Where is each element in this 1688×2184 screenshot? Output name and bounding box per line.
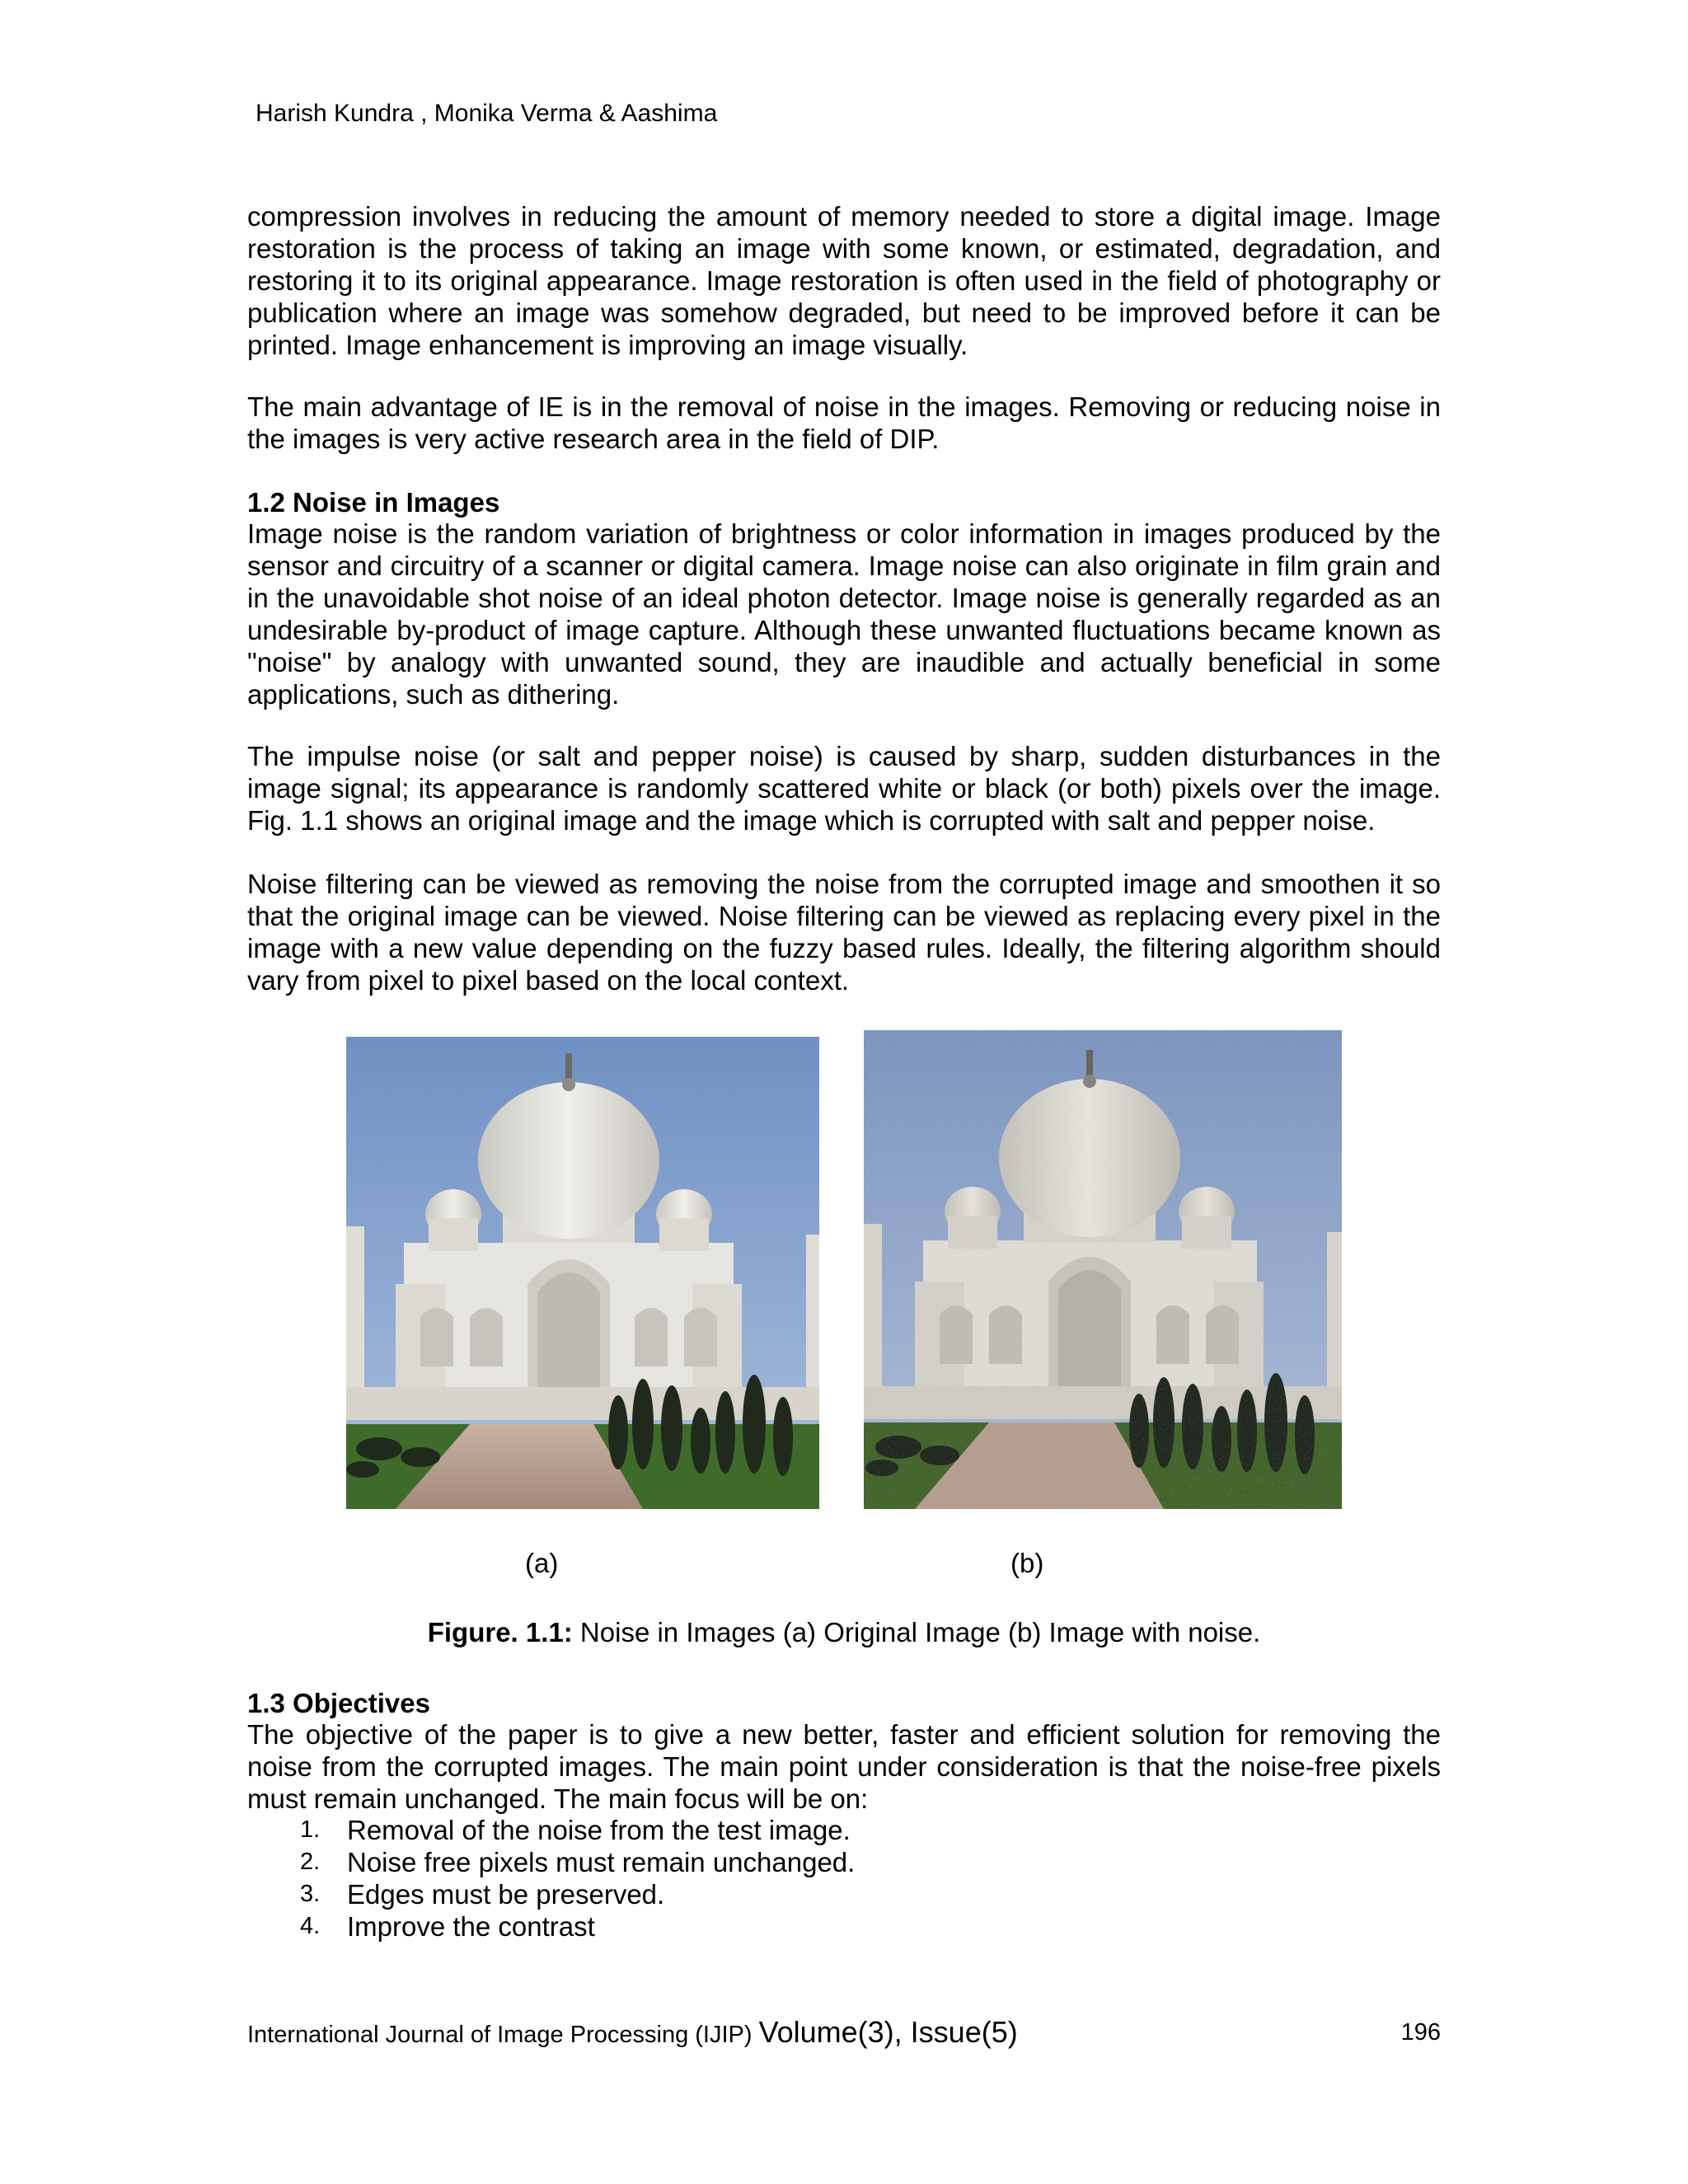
list-item-text: Edges must be preserved. (347, 1879, 665, 1910)
list-item-text: Improve the contrast (347, 1911, 595, 1942)
list-item (280, 1910, 855, 1943)
list-item-number: 1. (300, 1816, 321, 1843)
figure-caption-text: Noise in Images (a) Original Image (b) Image with noise. (572, 1617, 1261, 1647)
paragraph-image-noise: Image noise is the random variation of brightness or color information in images produced by the sensor and circuitry of a scanner or digital camera. Image noise can also originate in film grain and in the unavoidable shot noise of an ideal photon detector. Image noise is generally regarded as an undesirable by-product of image capture. Although these unwanted fluctuations became known as "noise" by analogy with unwanted sound, they are inaudible and actually beneficial in some applications, such as dithering. (247, 518, 1441, 710)
figure-noisy-image (864, 1030, 1342, 1509)
figure-original-image (346, 1037, 819, 1509)
figure-caption (247, 1616, 1441, 1649)
paragraph-ie-advantage: The main advantage of IE is in the removal of noise in the images. Removing or reducing noise in the images is very active research area in the field of DIP. (247, 391, 1441, 454)
footer-volume-issue: Volume(3), Issue(5) (758, 2015, 1018, 2049)
page-number: 196 (1400, 2019, 1441, 2046)
section-heading-objectives: 1.3 Objectives (247, 1688, 430, 1718)
list-item (280, 1814, 855, 1846)
paragraph-objectives-intro: The objective of the paper is to give a new better, faster and efficient solution for removing the noise from the corrupted images. The main point under consideration is that the noise-free pixels must remain unchanged. The main focus will be on: (247, 1719, 1441, 1814)
list-item (280, 1846, 855, 1878)
section-heading-noise: 1.2 Noise in Images (247, 487, 500, 518)
paragraph-noise-filtering: Noise filtering can be viewed as removing the noise from the corrupted image and smoothen it so that the original image can be viewed. Noise filtering can be viewed as replacing every pixel in the image with a new value depending on the fuzzy based rules. Ideally, the filtering algorithm should vary from pixel to pixel based on the local context. (247, 869, 1441, 996)
paragraph-compression: compression involves in reducing the amount of memory needed to store a digital image. Image restoration is the process of taking an image with some known, or estimated, degradation, and restoring it to its original appearance. Image restoration is often used in the field of photography or publication where an image was somehow degraded, but need to be improved before it can be printed. Image enhancement is improving an image visually. (247, 201, 1441, 360)
paragraph-impulse-noise: The impulse noise (or salt and pepper noise) is caused by sharp, sudden disturbances in the image signal; its appearance is randomly scattered white or black (or both) pixels over the image. Fig. 1.1 shows an original image and the image which is corrupted with salt and pepper noise. (247, 741, 1441, 836)
figure-caption-label: Figure. 1.1: (427, 1617, 573, 1647)
objectives-list (280, 1814, 855, 1943)
figure-label-b: (b) (1010, 1548, 1044, 1578)
figure-label-a: (a) (525, 1548, 559, 1578)
list-item-number: 2. (300, 1849, 321, 1875)
list-item-text: Removal of the noise from the test image. (347, 1815, 851, 1845)
footer-journal-name: International Journal of Image Processing (IJIP) (247, 2022, 759, 2048)
list-item (280, 1878, 855, 1910)
taj-mahal-noisy-illustration (864, 1030, 1342, 1509)
list-item-number: 4. (300, 1913, 321, 1939)
list-item-text: Noise free pixels must remain unchanged. (347, 1847, 856, 1877)
running-head-authors: Harish Kundra , Monika Verma & Aashima (256, 100, 718, 127)
taj-mahal-original-illustration (346, 1037, 819, 1509)
list-item-number: 3. (300, 1881, 321, 1907)
page-footer (247, 2014, 1441, 2050)
